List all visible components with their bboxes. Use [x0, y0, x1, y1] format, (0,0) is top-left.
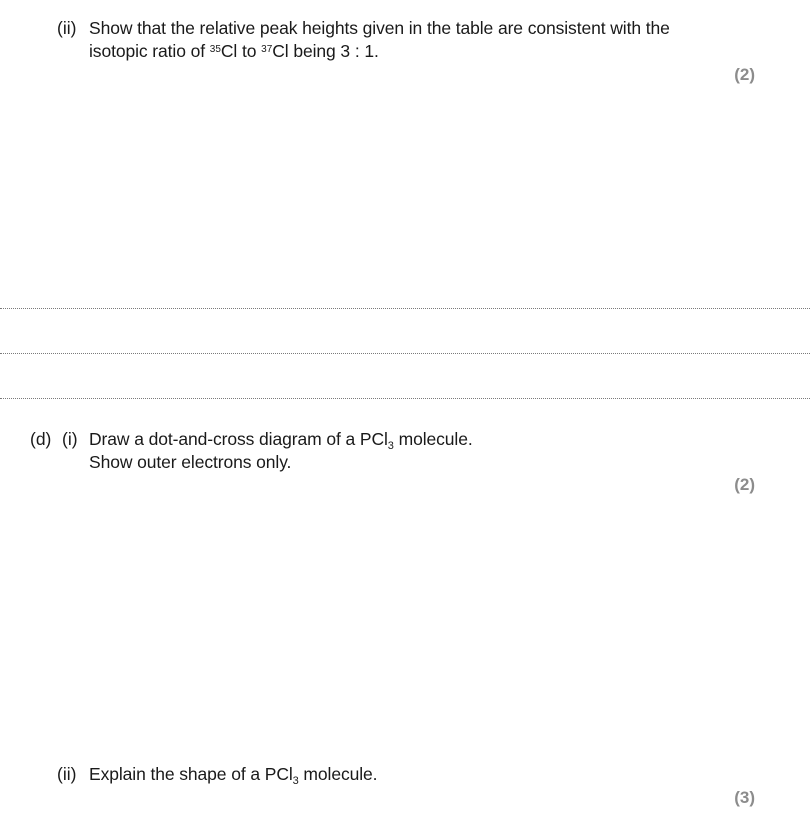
- question-number-c-ii: (ii): [57, 18, 77, 38]
- isotope-symbol-cl-37: Cl being 3 : 1.: [272, 41, 379, 61]
- question-text-c-ii-line2-start: isotopic ratio of: [89, 41, 210, 61]
- question-text-d-ii: [89, 763, 377, 789]
- isotope-mass-35: 35: [209, 44, 221, 55]
- answer-line-2: [0, 353, 810, 354]
- question-text-c-ii-line2: [89, 40, 379, 63]
- question-number-d-i: (i): [62, 429, 78, 449]
- answer-line-1: [0, 308, 810, 309]
- question-number-d-ii: (ii): [57, 764, 77, 784]
- isotope-mass-37: 37: [261, 44, 273, 55]
- question-text-d-ii-end: molecule.: [298, 764, 378, 784]
- question-text-d-i-line1-end: molecule.: [393, 429, 473, 449]
- question-text-d-i-line1-start: Draw a dot-and-cross diagram of a PCl: [89, 429, 388, 449]
- marks-d-i: (2): [734, 475, 755, 494]
- question-text-c-ii-line1: Show that the relative peak heights given in the table are consistent with the: [89, 18, 670, 38]
- subscript-3: 3: [387, 440, 394, 452]
- isotope-symbol-cl-35: Cl to: [220, 41, 262, 61]
- question-number-d: (d): [30, 429, 52, 449]
- marks-d-ii: (3): [734, 788, 755, 807]
- subscript-3: 3: [292, 775, 299, 787]
- answer-line-3: [0, 398, 810, 399]
- question-text-d-ii-start: Explain the shape of a PCl: [89, 764, 293, 784]
- question-text-d-i-line2: Show outer electrons only.: [89, 452, 292, 472]
- marks-c-ii: (2): [734, 65, 755, 84]
